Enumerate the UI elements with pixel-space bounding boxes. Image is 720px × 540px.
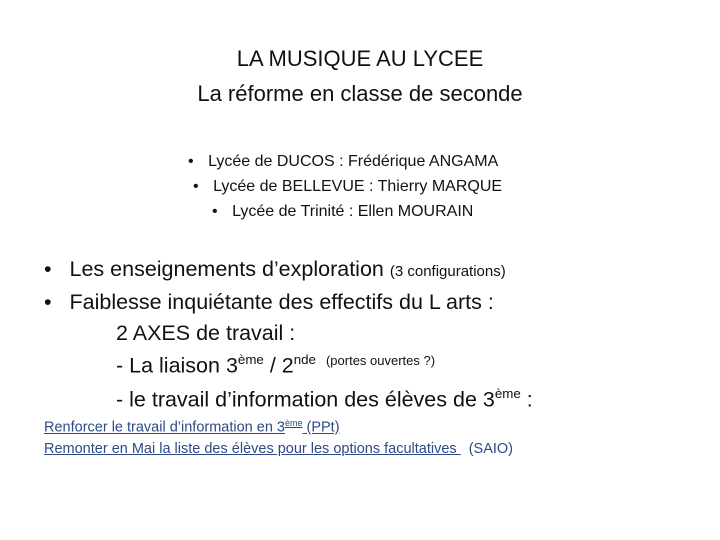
bullet-icon: • <box>193 178 199 195</box>
liaison-sup-2: nde <box>293 352 316 367</box>
title-line-2: La réforme en classe de seconde <box>197 81 523 106</box>
link-remonter-text[interactable]: Remonter en Mai la liste des élèves pour les options facultatives <box>44 441 461 457</box>
point-faiblesse-text: Faiblesse inquiétante des effectifs du L arts : <box>69 290 494 314</box>
school-label: Lycée de BELLEVUE : Thierry MARQUE <box>213 178 503 195</box>
school-label: Lycée de Trinité : Ellen MOURAIN <box>232 203 474 220</box>
info-sup: ème <box>494 386 521 401</box>
liaison-text-1: - La liaison 3 <box>116 353 238 378</box>
link-remonter-saio: (SAIO) <box>468 441 513 457</box>
link-renforcer-tail[interactable]: (PPt) <box>302 419 340 436</box>
point-faiblesse <box>44 290 494 315</box>
liaison-text-2: / 2 <box>263 353 294 378</box>
liaison-line <box>116 352 435 378</box>
school-item-trinite <box>212 203 473 221</box>
link-renforcer-text[interactable]: Renforcer le travail d’information en 3 <box>44 419 285 436</box>
link-renforcer[interactable] <box>44 418 340 436</box>
school-item-bellevue <box>193 178 502 196</box>
point-exploration-note: (3 configurations) <box>389 263 506 280</box>
bullet-icon: • <box>212 203 218 220</box>
school-item-ducos <box>188 153 498 171</box>
link-renforcer-sup[interactable]: ème <box>284 418 303 428</box>
bullet-icon: • <box>44 257 52 281</box>
title-line-1: LA MUSIQUE AU LYCEE <box>236 46 484 71</box>
info-colon: : <box>520 387 533 412</box>
liaison-note: (portes ouvertes ?) <box>325 353 436 369</box>
info-text: - le travail d’information des élèves de 3 <box>116 387 495 412</box>
axes-heading: 2 AXES de travail : <box>116 321 296 345</box>
liaison-sup-1: ème <box>237 352 264 367</box>
school-label: Lycée de DUCOS : Frédérique ANGAMA <box>208 153 499 170</box>
bullet-icon: • <box>44 290 52 314</box>
point-exploration <box>44 257 506 282</box>
info-line <box>116 386 533 412</box>
bullet-icon: • <box>188 153 194 170</box>
link-remonter[interactable] <box>44 441 513 457</box>
point-exploration-text: Les enseignements d’exploration <box>69 257 390 281</box>
